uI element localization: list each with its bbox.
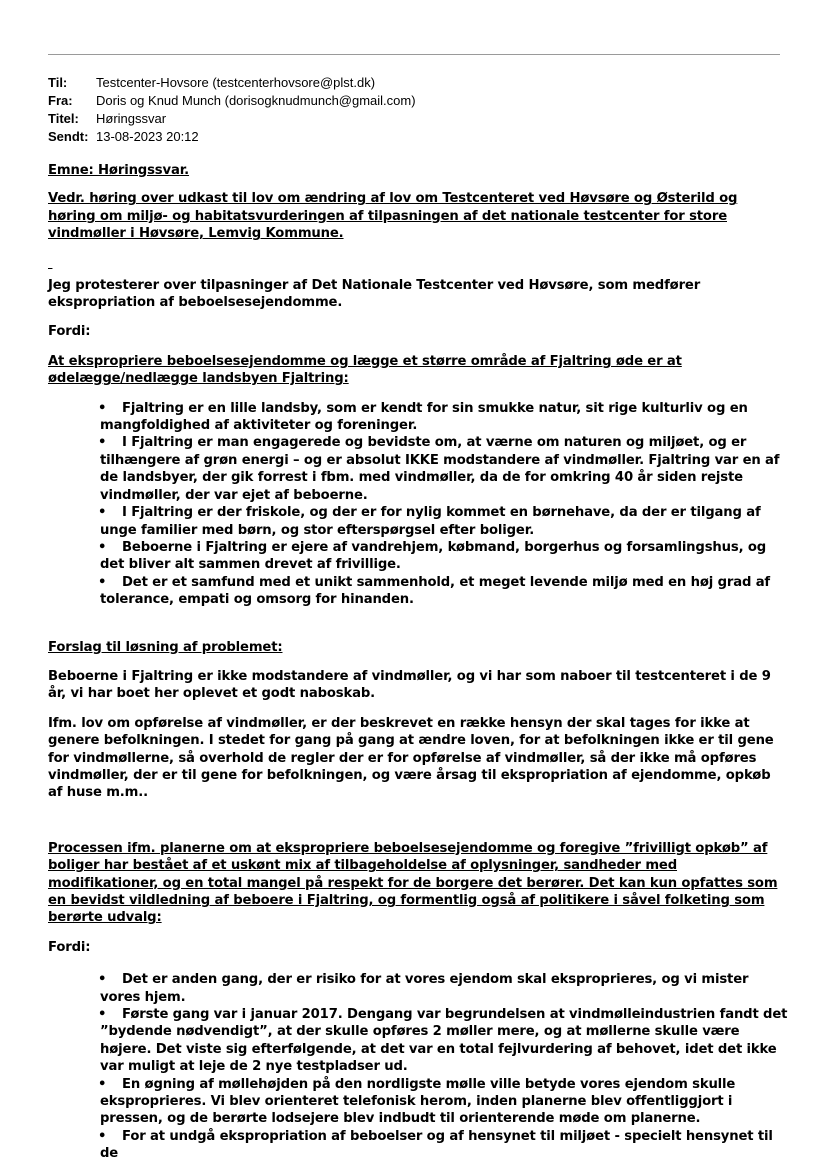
because-label-2: Fordi:: [48, 939, 91, 955]
subject-line: Emne: Høringssvar.: [48, 163, 190, 178]
list-item: • I Fjaltring er der friskole, og der er for nylig kommet en børnehave, da der er tilgang af unge familier med børn, og stor efterspørgsel efter boliger.: [100, 504, 788, 539]
to-label: Til:: [48, 75, 68, 90]
list-item: • Første gang var i januar 2017. Dengang var begrundelsen at vindmølleindustrien fandt det ”bydende nødvendigt”, at der skulle opføres 2 møller mere, og at møllerne skulle være højere. Det viste sig efterfølgende, at det var en total fejlvurdering af behovet, idet det ikke var muligt at leje de 2 nye testpladser ud.: [100, 1006, 788, 1076]
list-item: • For at undgå ekspropriation af beboelser og af hensynet til miljøet - specielt hensynet til de: [100, 1128, 788, 1163]
section-heading-1: At ekspropriere beboelsesejendomme og lægge et større område af Fjaltring øde er at ødelægge/nedlægge landsbyen Fjaltring:: [48, 353, 682, 387]
to-row: [48, 74, 416, 92]
list-item: • Fjaltring er en lille landsby, som er kendt for sin smukke natur, sit rige kulturliv og en mangfoldighed af aktiviteter og foreninger.: [100, 400, 788, 435]
section-heading-3: Processen ifm. planerne om at ekspropriere beboelsesejendomme og foregive ”frivilligt opkøb” af boliger har bestået af et uskønt mix af tilbageholdelse af oplysninger, sandheder med modifikationer, og en total mangel på respekt for de borgere det berører. Det kan kun opfattes som en bevidst vildledning af beboere i Fjaltring, og formentlig også af politikere i såvel folketing som berørte udvalg:: [48, 840, 778, 926]
list-item: • Det er et samfund med et unikt sammenhold, et meget levende miljø med en høj grad af tolerance, empati og omsorg for hinanden.: [100, 574, 788, 609]
email-header: [48, 74, 416, 146]
from-label: Fra:: [48, 93, 73, 108]
sent-label: Sendt:: [48, 129, 89, 144]
to-value: Testcenter-Hovsore (testcenterhovsore@plst.dk): [96, 75, 376, 90]
bullet-list-2: [48, 971, 788, 1162]
from-value: Doris og Knud Munch (dorisogknudmunch@gmail.com): [96, 93, 416, 108]
protest-paragraph: Jeg protesterer over tilpasninger af Det Nationale Testcenter ved Høvsøre, som medfører ekspropriation af beboelsesejendomme.: [48, 277, 701, 311]
title-value: Høringssvar: [96, 111, 167, 126]
list-item: • Det er anden gang, der er risiko for at vores ejendom skal eksproprieres, og vi mister vores hjem.: [100, 971, 788, 1006]
list-item: • Beboerne i Fjaltring er ejere af vandrehjem, købmand, borgerhus og forsamlingshus, og det bliver alt sammen drevet af frivillige.: [100, 539, 788, 574]
from-row: [48, 92, 416, 110]
law-paragraph: Ifm. lov om opførelse af vindmøller, er der beskrevet en række hensyn der skal tages for ikke at genere befolkningen. I stedet for gang på gang at ændre loven, for at befolkningen ikke er til gene for vindmøllerne, så overhold de regler der er for opførelse af vindmøller, så der ikke må opføres vindmøller, der er til gene for befolkningen, og være årsag til ekspropriation af ejendomme, opkøb af huse m.m..: [48, 715, 774, 801]
regarding-paragraph: Vedr. høring over udkast til lov om ændring af lov om Testcenteret ved Høvsøre og Østerild og høring om miljø- og habitatsvurderingen af tilpasningen af det nationale testcenter for store vindmøller i Høvsøre, Lemvig Kommune.: [48, 191, 738, 242]
top-divider: [48, 54, 780, 55]
title-label: Titel:: [48, 111, 79, 126]
blank-underlined-line: [48, 255, 788, 272]
neighbour-paragraph: Beboerne i Fjaltring er ikke modstandere af vindmøller, og vi har som naboer til testcenteret i de 9 år, vi har boet her oplevet et godt naboskab.: [48, 668, 771, 702]
title-row: [48, 110, 416, 128]
sent-value: 13-08-2023 20:12: [96, 129, 199, 144]
sent-row: [48, 128, 416, 146]
because-label-1: Fordi:: [48, 324, 91, 340]
bullet-list-1: [48, 400, 788, 609]
section-heading-2: Forslag til løsning af problemet:: [48, 639, 283, 655]
list-item: • I Fjaltring er man engagerede og bevidste om, at værne om naturen og miljøet, og er tilhængere af grøn energi – og er absolut IKKE modstandere af vindmøller. Fjaltring var en af de landsbyer, der gik forrest i fbm. med vindmøller, da de for omkring 40 år siden rejste vindmøller, der var ejet af beboerne.: [100, 434, 788, 504]
letter-body: [48, 162, 788, 1163]
list-item: • En øgning af møllehøjden på den nordligste mølle ville betyde vores ejendom skulle eksproprieres. Vi blev orienteret telefonisk herom, inden planerne blev offentliggjort i pressen, og de berørte lodsejere blev indbudt til orienterende møde om planerne.: [100, 1076, 788, 1128]
